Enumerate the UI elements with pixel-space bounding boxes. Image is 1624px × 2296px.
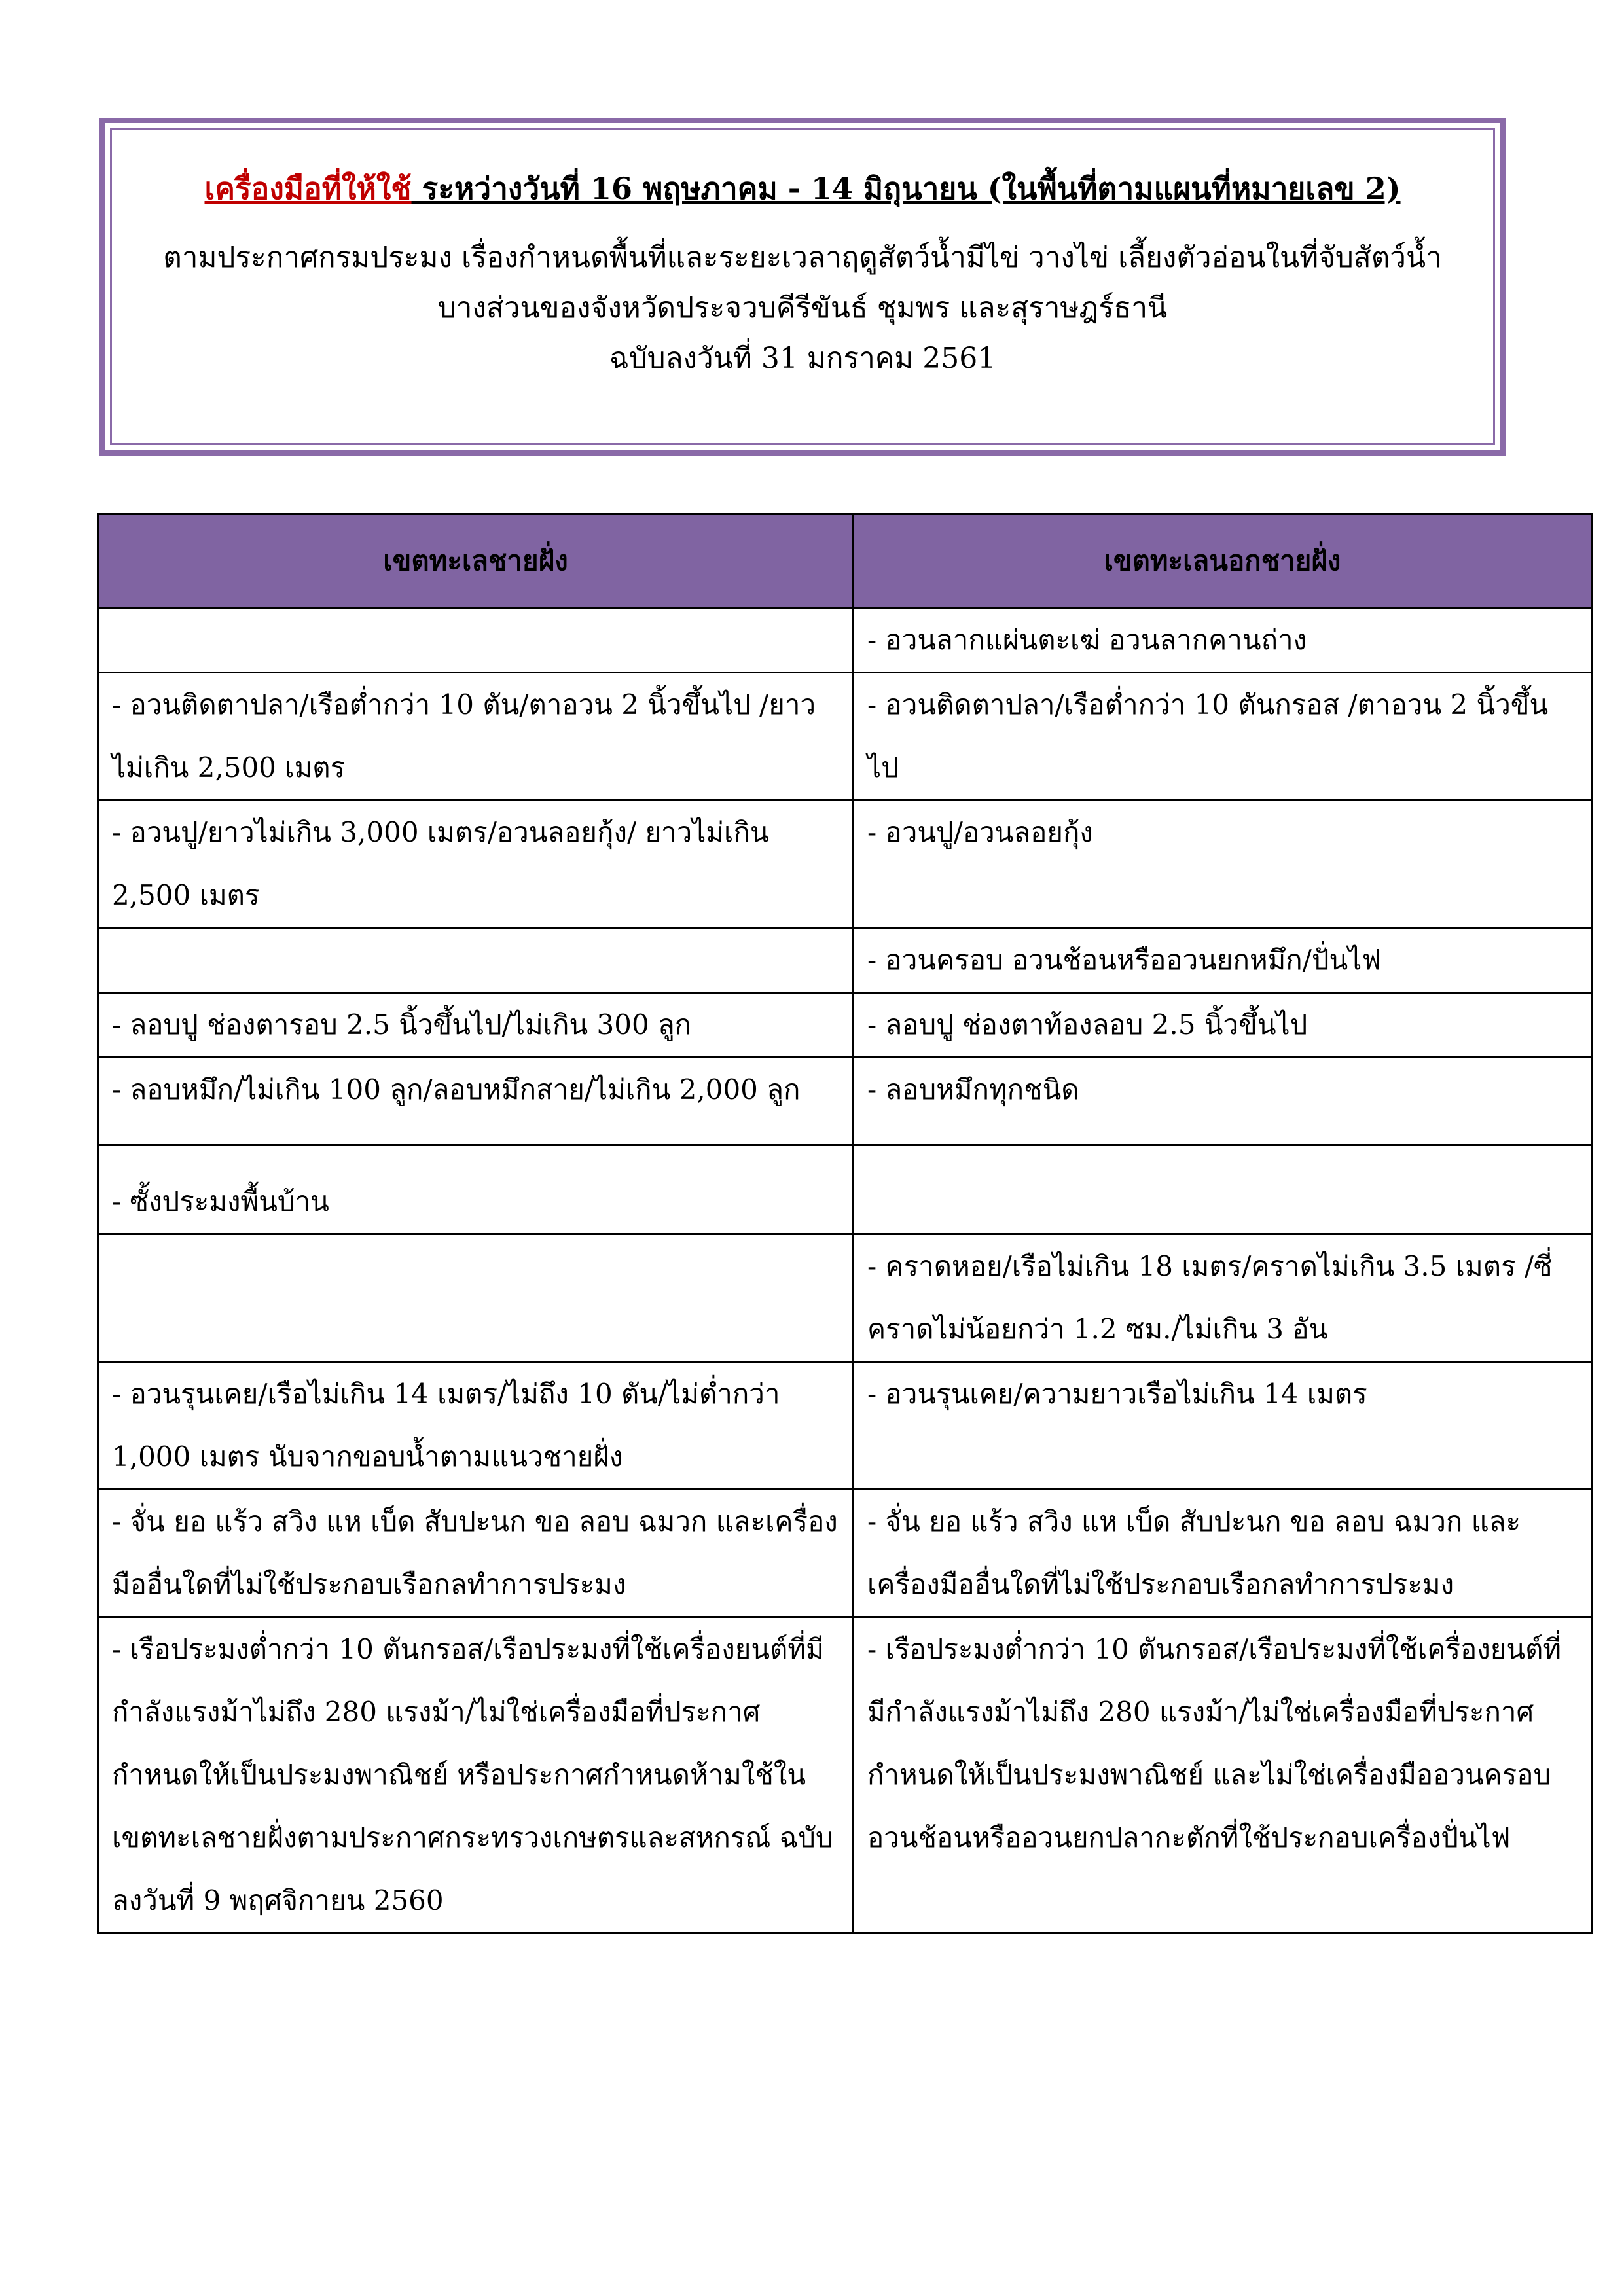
table-row xyxy=(98,1490,1592,1617)
cell-coastal: - ซั้งประมงพื้นบ้าน xyxy=(98,1145,854,1234)
cell-offshore: - อวนครอบ อวนช้อนหรืออวนยกหมึก/ปั่นไฟ xyxy=(854,928,1592,993)
cell-offshore: - อวนปู/อวนลอยกุ้ง xyxy=(854,800,1592,928)
cell-coastal: - เรือประมงต่ำกว่า 10 ตันกรอส/เรือประมงที่ใช้เครื่องยนต์ที่มีกำลังแรงม้าไม่ถึง 280 แรงม้า/ไม่ใช่เครื่องมือที่ประกาศกำหนดให้เป็นประมงพาณิชย์ หรือประกาศกำหนดห้ามใช้ในเขตทะเลชายฝั่งตามประกาศกระทรวงเกษตรและสหกรณ์ ฉบับลงวันที่ 9 พฤศจิกายน 2560 xyxy=(98,1617,854,1933)
cell-offshore: - เรือประมงต่ำกว่า 10 ตันกรอส/เรือประมงที่ใช้เครื่องยนต์ที่มีกำลังแรงม้าไม่ถึง 280 แรงม้า/ไม่ใช่เครื่องมือที่ประกาศกำหนดให้เป็นประมงพาณิชย์ และไม่ใช่เครื่องมืออวนครอบ อวนช้อนหรืออวนยกปลากะตักที่ใช้ประกอบเครื่องปั่นไฟ xyxy=(854,1617,1592,1933)
table-header-row xyxy=(98,514,1592,608)
cell-coastal: - ลอบหมึก/ไม่เกิน 100 ลูก/ลอบหมึกสาย/ไม่เกิน 2,000 ลูก xyxy=(98,1058,854,1145)
cell-coastal xyxy=(98,608,854,673)
table-row xyxy=(98,1234,1592,1362)
table-row xyxy=(98,1058,1592,1145)
cell-offshore: - ลอบปู ช่องตาท้องลอบ 2.5 นิ้วขึ้นไป xyxy=(854,993,1592,1058)
cell-offshore: - อวนรุนเคย/ความยาวเรือไม่เกิน 14 เมตร xyxy=(854,1362,1592,1490)
gear-table xyxy=(97,513,1593,1934)
cell-offshore: - จั่น ยอ แร้ว สวิง แห เบ็ด สับปะนก ขอ ลอบ ฉมวก และเครื่องมืออื่นใดที่ไม่ใช้ประกอบเรือกลทำการประมง xyxy=(854,1490,1592,1617)
table-row xyxy=(98,1617,1592,1933)
header-inner-frame xyxy=(110,128,1495,445)
header-frame xyxy=(99,118,1506,456)
title-date-range: ระหว่างวันที่ 16 พฤษภาคม - 14 มิถุนายน (ในพื้นที่ตามแผนที่หมายเลข 2) xyxy=(411,171,1401,206)
cell-offshore: - คราดหอย/เรือไม่เกิน 18 เมตร/คราดไม่เกิน 3.5 เมตร /ซี่คราดไม่น้อยกว่า 1.2 ซม./ไม่เกิน 3 อัน xyxy=(854,1234,1592,1362)
cell-coastal: - จั่น ยอ แร้ว สวิง แห เบ็ด สับปะนก ขอ ลอบ ฉมวก และเครื่องมืออื่นใดที่ไม่ใช้ประกอบเรือกลทำการประมง xyxy=(98,1490,854,1617)
table-row xyxy=(98,993,1592,1058)
announcement-date: ฉบับลงวันที่ 31 มกราคม 2561 xyxy=(609,341,996,375)
announcement-line-1: ตามประกาศกรมประมง เรื่องกำหนดพื้นที่และระยะเวลาฤดูสัตว์น้ำมีไข่ วางไข่ เลี้ยงตัวอ่อนในที่จับสัตว์น้ำ xyxy=(163,241,1442,275)
cell-coastal xyxy=(98,928,854,993)
table-row xyxy=(98,1145,1592,1234)
cell-offshore xyxy=(854,1145,1592,1234)
cell-coastal: - ลอบปู ช่องตารอบ 2.5 นิ้วขึ้นไป/ไม่เกิน 300 ลูก xyxy=(98,993,854,1058)
title-highlight: เครื่องมือที่ให้ใช้ xyxy=(204,171,412,206)
header-offshore-zone: เขตทะเลนอกชายฝั่ง xyxy=(854,514,1592,608)
cell-coastal xyxy=(98,1234,854,1362)
table-row xyxy=(98,928,1592,993)
cell-coastal: - อวนปู/ยาวไม่เกิน 3,000 เมตร/อวนลอยกุ้ง/ ยาวไม่เกิน 2,500 เมตร xyxy=(98,800,854,928)
table-row xyxy=(98,673,1592,800)
cell-offshore: - ลอบหมึกทุกชนิด xyxy=(854,1058,1592,1145)
cell-coastal: - อวนติดตาปลา/เรือต่ำกว่า 10 ตัน/ตาอวน 2 นิ้วขึ้นไป /ยาวไม่เกิน 2,500 เมตร xyxy=(98,673,854,800)
table-row xyxy=(98,1362,1592,1490)
announcement-line-2: บางส่วนของจังหวัดประจวบคีรีขันธ์ ชุมพร และสุราษฎร์ธานี xyxy=(437,291,1168,325)
cell-offshore: - อวนติดตาปลา/เรือต่ำกว่า 10 ตันกรอส /ตาอวน 2 นิ้วขึ้นไป xyxy=(854,673,1592,800)
page-title xyxy=(112,171,1493,207)
table-row xyxy=(98,608,1592,673)
table-row xyxy=(98,800,1592,928)
cell-coastal: - อวนรุนเคย/เรือไม่เกิน 14 เมตร/ไม่ถึง 10 ตัน/ไม่ต่ำกว่า 1,000 เมตร นับจากขอบน้ำตามแนวชายฝั่ง xyxy=(98,1362,854,1490)
cell-offshore: - อวนลากแผ่นตะเฆ่ อวนลากคานถ่าง xyxy=(854,608,1592,673)
header-coastal-zone: เขตทะเลชายฝั่ง xyxy=(98,514,854,608)
